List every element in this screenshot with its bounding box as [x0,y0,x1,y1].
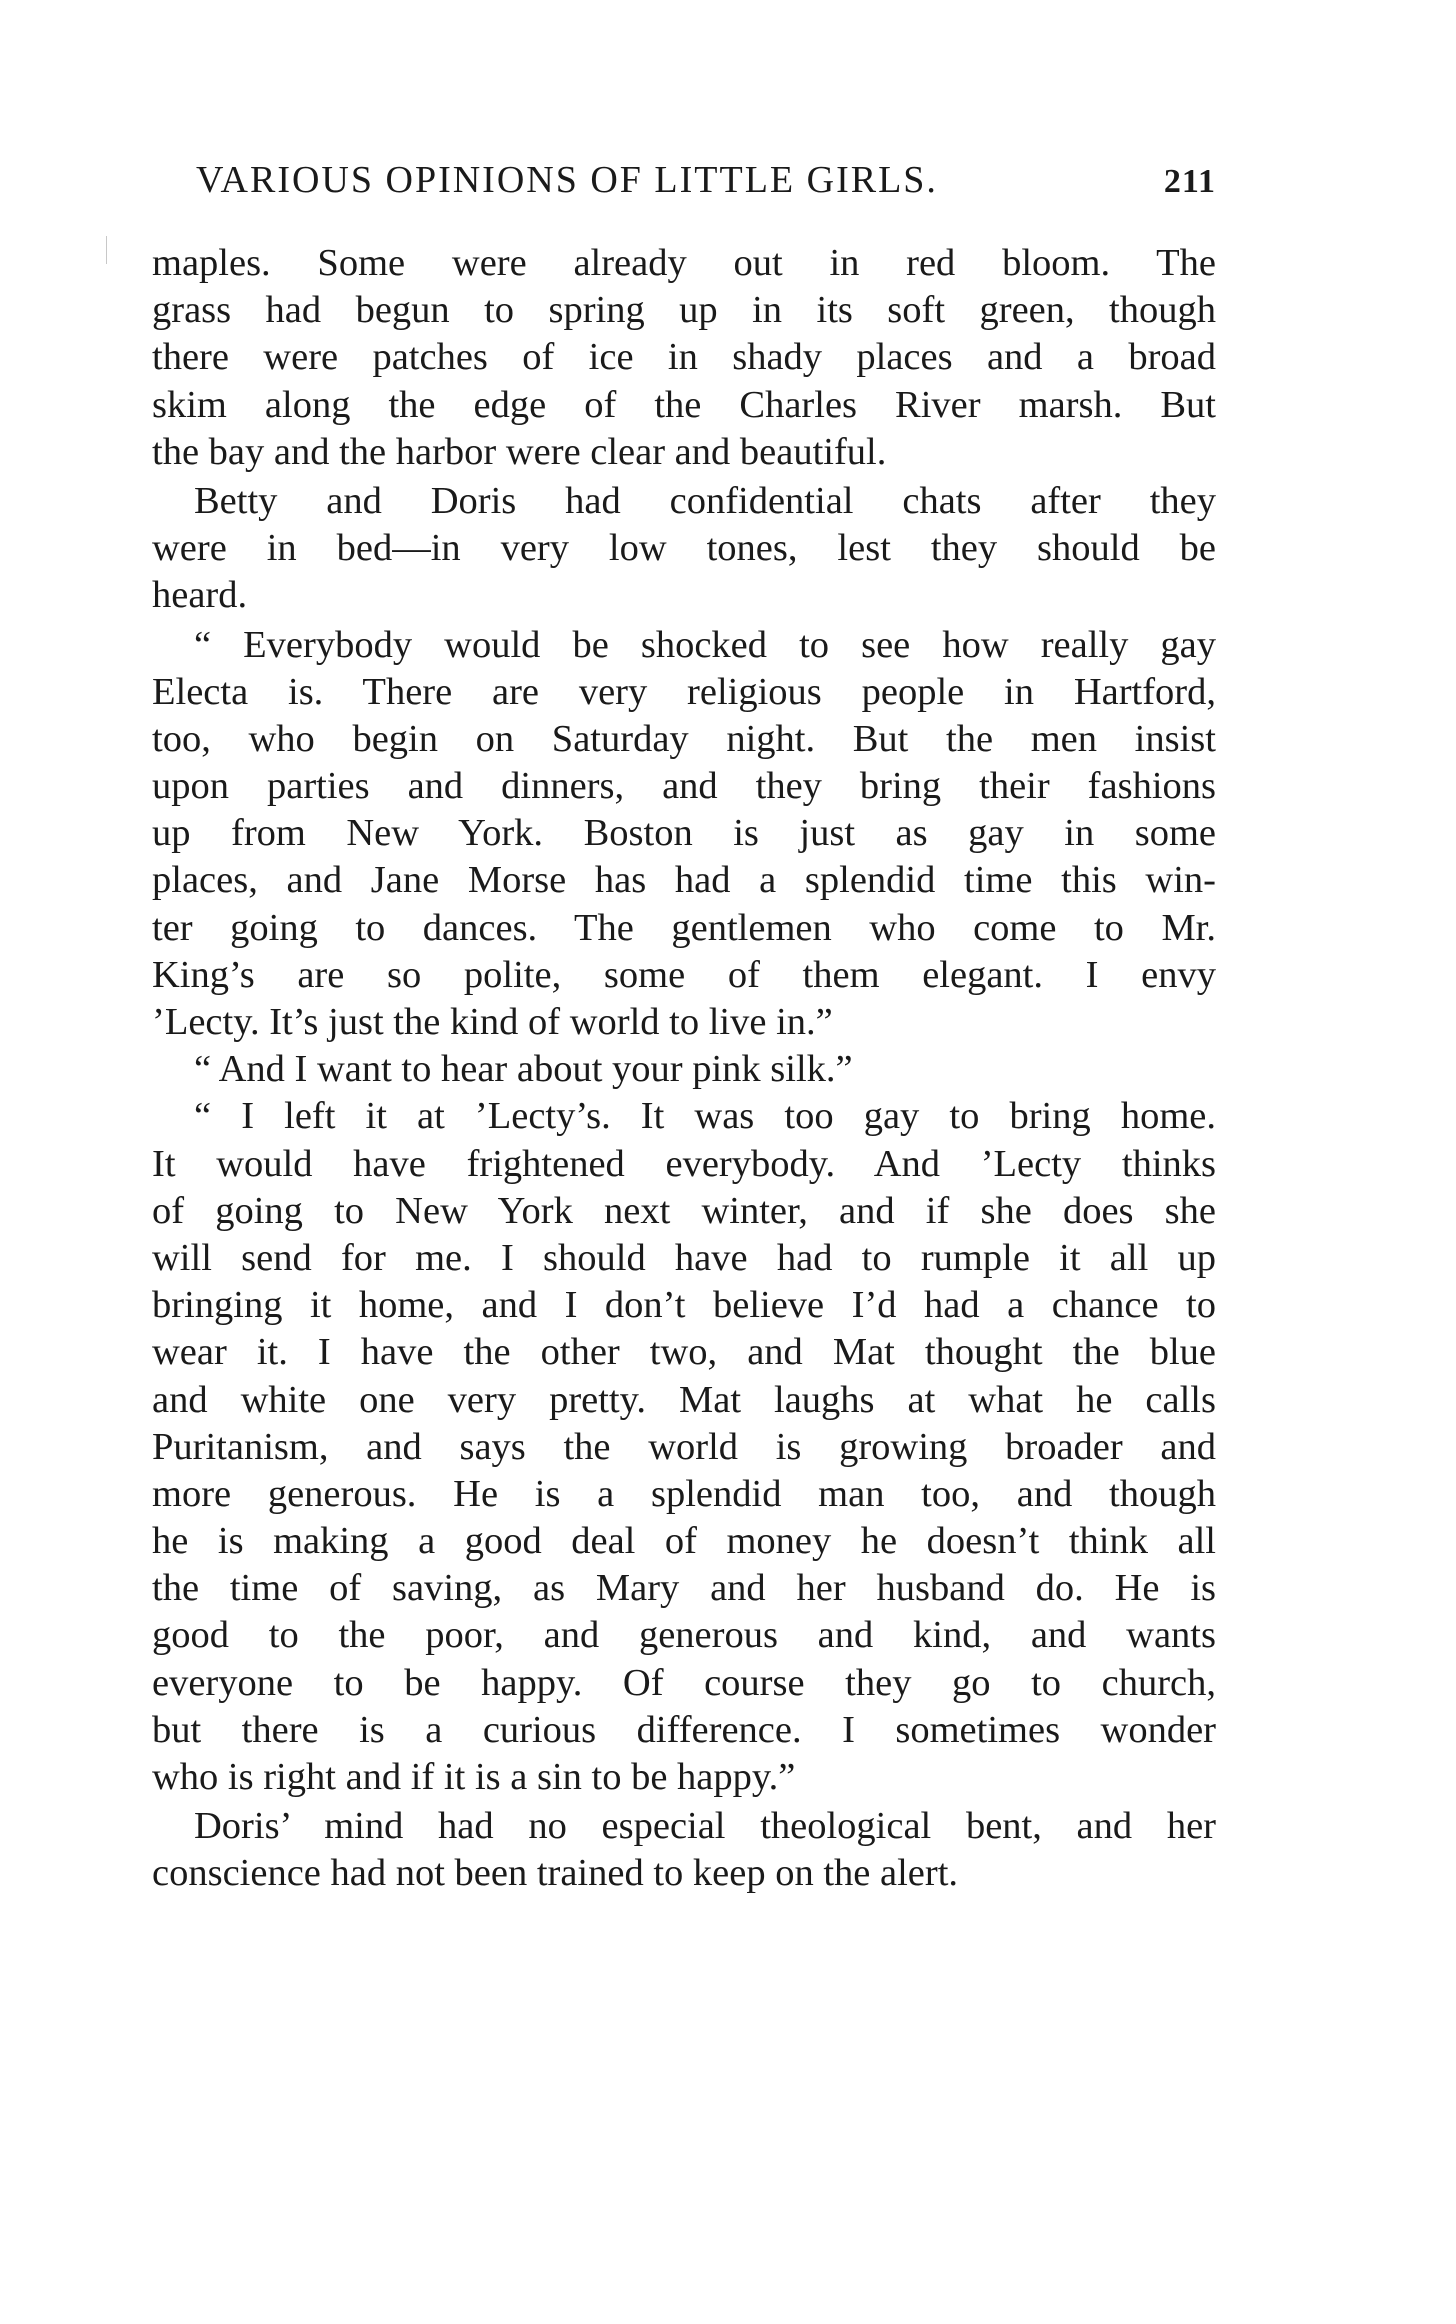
running-head [196,158,1216,202]
text-line: were in bed—in very low tones, lest they should be [152,527,1216,570]
text-line: wear it. I have the other two, and Mat thought the blue [152,1331,1216,1374]
text-line: “ I left it at ’Lecty’s. It was too gay to bring home. [194,1095,1216,1138]
paragraph [152,240,1216,476]
text-line: skim along the edge of the Charles River marsh. But [152,383,1216,426]
text-line: and white one very pretty. Mat laughs at what he calls [152,1378,1216,1421]
text-line: too, who begin on Saturday night. But the men insist [152,717,1216,760]
text-line: maples. Some were already out in red bloom. The [152,242,1216,284]
text-line: ter going to dances. The gentlemen who come to Mr. [152,906,1216,949]
text-line: good to the poor, and generous and kind, and wants [152,1614,1216,1657]
text-line: It would have frightened everybody. And ’Lecty thinks [152,1142,1216,1185]
body-text [152,240,1216,1898]
text-line: grass had begun to spring up in its soft green, though [152,289,1216,332]
text-line: bringing it home, and I don’t believe I’d had a chance to [152,1284,1216,1327]
text-line: he is making a good deal of money he doesn’t think all [152,1520,1216,1563]
paragraph [152,1803,1216,1897]
paragraph [152,478,1216,620]
text-line: “ And I want to hear about your pink silk.” [194,1048,853,1091]
text-line: Doris’ mind had no especial theological bent, and her [194,1805,1216,1848]
text-line: Betty and Doris had confidential chats after they [194,479,1216,522]
text-line: “ Everybody would be shocked to see how really gay [194,623,1216,666]
paragraph [152,1046,1216,1093]
text-line: Puritanism, and says the world is growing broader and [152,1425,1216,1468]
text-line: up from New York. Boston is just as gay in some [152,812,1216,855]
text-line: ’Lecty. It’s just the kind of world to live in.” [152,1001,833,1043]
running-head-title: VARIOUS OPINIONS OF LITTLE GIRLS. [196,159,938,201]
text-line: of going to New York next winter, and if she does she [152,1189,1216,1232]
paragraph [152,622,1216,1047]
text-line: conscience had not been trained to keep on the alert. [152,1852,959,1895]
margin-mark [106,236,113,264]
text-line: more generous. He is a splendid man too, and though [152,1472,1216,1515]
text-line: who is right and if it is a sin to be happy.” [152,1756,796,1798]
text-line: Electa is. There are very religious people in Hartford, [152,670,1216,713]
text-line: heard. [152,574,248,617]
text-line: there were patches of ice in shady places and a broad [152,336,1216,379]
text-line: the time of saving, as Mary and her husband do. He is [152,1567,1216,1610]
text-line: but there is a curious difference. I sometimes wonder [152,1708,1216,1751]
page-number: 211 [1163,163,1216,200]
text-line: places, and Jane Morse has had a splendid time this win- [152,859,1216,902]
text-line: the bay and the harbor were clear and beautiful. [152,430,887,473]
paragraph [152,1093,1216,1801]
text-line: will send for me. I should have had to rumple it all up [152,1236,1216,1279]
text-line: King’s are so polite, some of them elegant. I envy [152,953,1216,996]
text-line: everyone to be happy. Of course they go to church, [152,1661,1216,1704]
text-line: upon parties and dinners, and they bring their fashions [152,765,1216,808]
